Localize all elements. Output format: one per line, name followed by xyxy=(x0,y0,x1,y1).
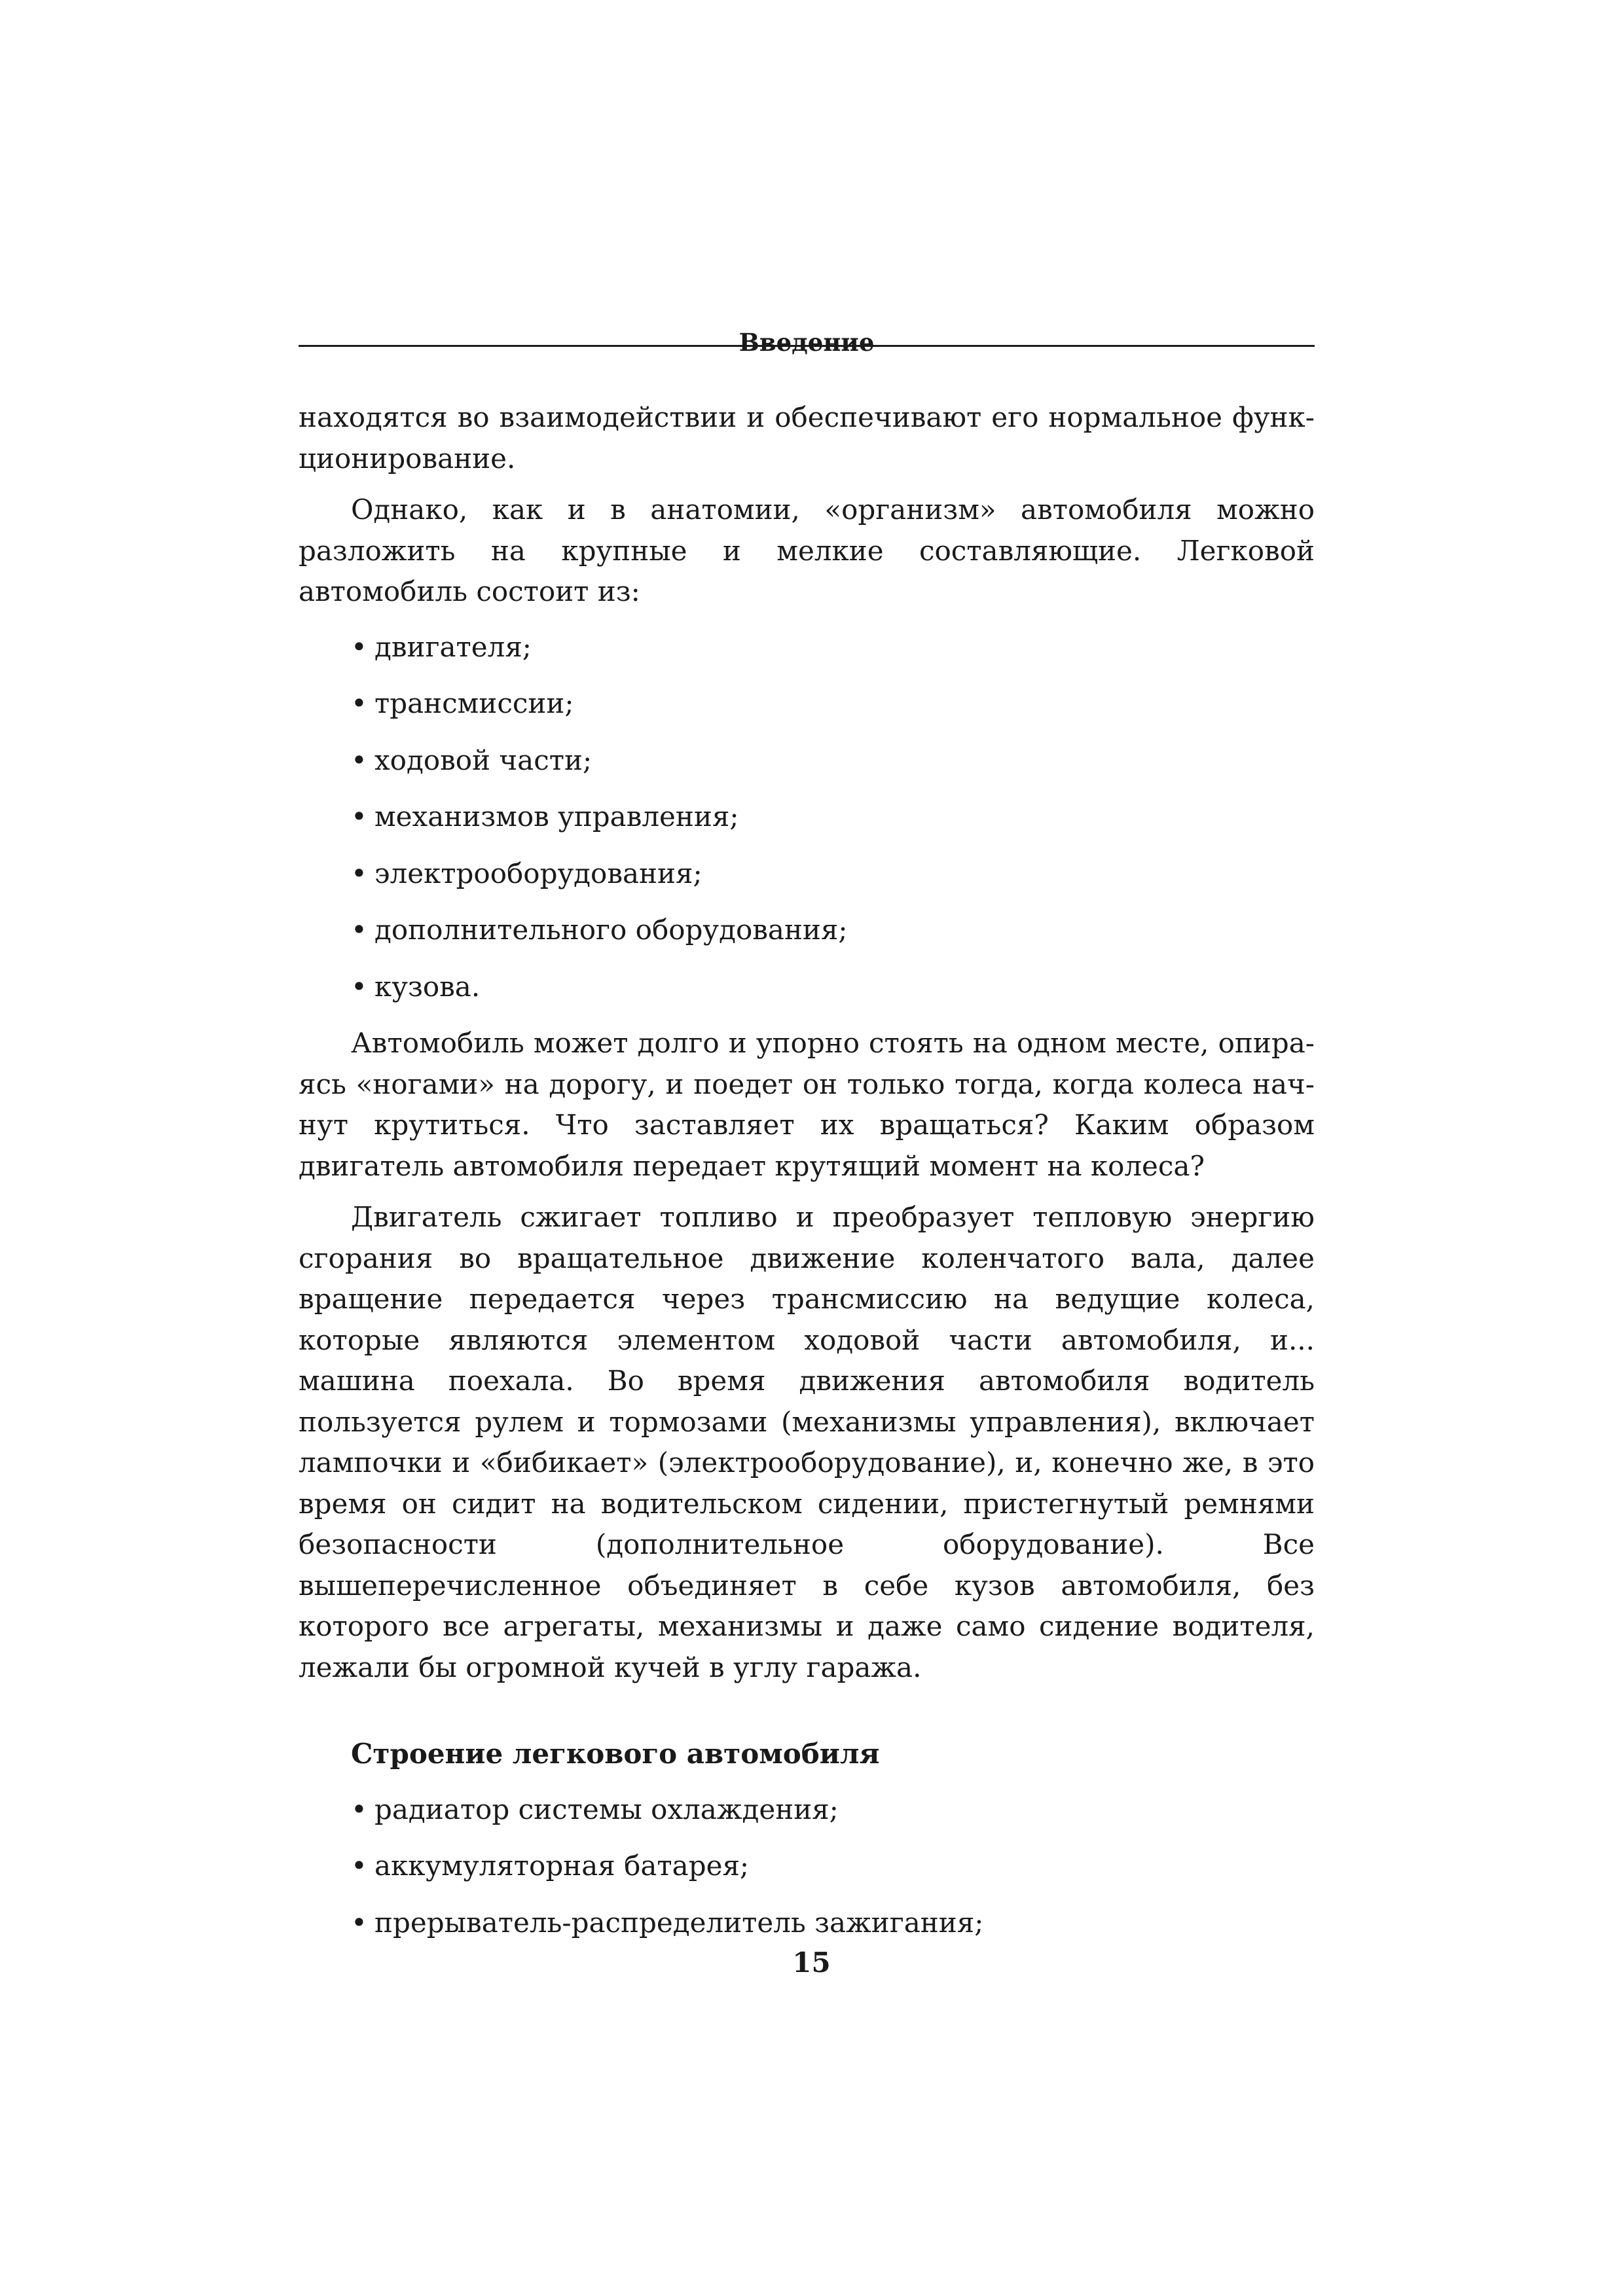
list-item: • дополнительного оборудования; xyxy=(351,910,1315,951)
running-header: Введение xyxy=(299,314,1315,347)
list-item: • электрооборудования; xyxy=(351,853,1315,895)
components-list xyxy=(299,627,1315,1008)
list-item: • механизмов управления; xyxy=(351,797,1315,838)
list-item: • аккумуляторная батарея; xyxy=(351,1846,1315,1887)
list-item: • радиатор системы охлаждения; xyxy=(351,1789,1315,1831)
list-item: • ходовой части; xyxy=(351,740,1315,781)
list-item: • прерыватель-распределитель зажигания; xyxy=(351,1903,1315,1944)
list-item: • двигателя; xyxy=(351,627,1315,668)
page-content xyxy=(299,397,1315,1943)
list-item: • кузова. xyxy=(351,967,1315,1008)
section-title: Строение легкового автомобиля xyxy=(351,1738,880,1770)
structure-list xyxy=(299,1789,1315,1944)
paragraph-continuation: находятся во взаимодействии и обеспечивают его нормальное функционирование. xyxy=(299,401,1315,475)
paragraph-anatomy: Однако, как и в анатомии, «организм» автомобиля можно разложить на крупные и мелкие составляющие. Легковой автомобиль состоит из: xyxy=(299,493,1315,607)
list-item: • трансмиссии; xyxy=(351,683,1315,725)
paragraph-wheels: Автомобиль может долго и упорно стоять на одном месте, опираясь «ногами» на дорогу, и поедет он только тогда, когда колеса начнут крутиться. Что заставляет их вращаться? Каким образом двигатель автомобиля передает крутящий момент на колеса? xyxy=(299,1027,1315,1182)
paragraph-engine: Двигатель сжигает топливо и преобразует тепловую энергию сгорания во вращательное движение коленчатого вала, далее вращение передается через трансмиссию на ведущие колеса, которые являются элементом ходовой части автомобиля, и... машина поехала. Во время движения автомобиля водитель пользуется рулем и тормозами (механизмы управления), включает лампочки и «бибикает» (электрооборудование), и, конечно же, в это время он сидит на водительском сидении, пристегнутый ремнями безопасности (дополнительное оборудование). Все вышеперечисленное объединяет в себе кузов автомобиля, без которого все агрегаты, механизмы и даже само сидение водителя, лежали бы огромной кучей в углу гаража. xyxy=(299,1201,1315,1683)
page-body xyxy=(299,314,1315,1959)
page-number: 15 xyxy=(792,1946,831,1979)
